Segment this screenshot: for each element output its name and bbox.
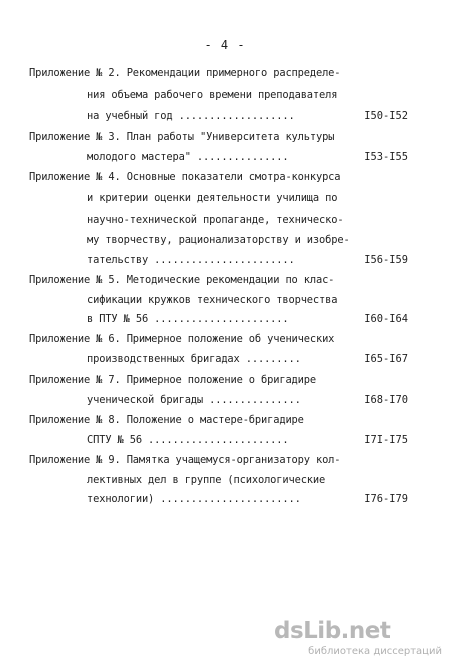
- toc-entry-line: ученической бригады ...............: [87, 394, 301, 406]
- toc-entry-line: му творчеству, рационализаторству и изобре-: [87, 234, 350, 246]
- toc-entry-pages: I56-I59: [364, 254, 408, 266]
- toc-entry-line: СПТУ № 56 .......................: [87, 434, 289, 446]
- toc-entry-line: Приложение № 2. Рекомендации примерного распределе-: [29, 67, 341, 79]
- toc-entry-line: тательству .......................: [87, 254, 295, 266]
- page-number: - 4 -: [204, 38, 246, 52]
- toc-entry-pages: I68-I70: [364, 394, 408, 406]
- toc-entry-pages: I76-I79: [364, 493, 408, 505]
- toc-entry-line: Приложение № 7. Примерное положение о бригадире: [29, 374, 316, 386]
- toc-entry-pages: I7I-I75: [364, 434, 408, 446]
- toc-entry-line: ния объема рабочего времени преподавателя: [87, 89, 338, 101]
- toc-entry-pages: I50-I52: [364, 110, 408, 122]
- toc-entry-line: молодого мастера" ...............: [87, 151, 289, 163]
- toc-entry-line: на учебный год ...................: [87, 110, 295, 122]
- toc-entry-line: Приложение № 9. Памятка учащемуся-организатору кол-: [29, 454, 341, 466]
- watermark-subtitle: библиотека диссертаций: [308, 646, 442, 657]
- toc-entry-line: Приложение № 3. План работы "Университета культуры: [29, 131, 335, 143]
- toc-entry-line: Приложение № 5. Методические рекомендации по клас-: [29, 274, 335, 286]
- toc-entry-line: Приложение № 6. Примерное положение об ученических: [29, 333, 335, 345]
- toc-entry-line: Приложение № 4. Основные показатели смотра-конкурса: [29, 171, 341, 183]
- toc-entry-line: научно-технической пропаганде, техническо-: [87, 214, 344, 226]
- toc-entry-line: сификации кружков технического творчества: [87, 294, 338, 306]
- toc-entry-line: Приложение № 8. Положение о мастере-бригадире: [29, 414, 304, 426]
- toc-entry-line: лективных дел в группе (психологические: [87, 474, 326, 486]
- toc-entry-line: в ПТУ № 56 ......................: [87, 313, 289, 325]
- toc-entry-line: технологии) .......................: [87, 493, 301, 505]
- toc-entry-pages: I53-I55: [364, 151, 408, 163]
- toc-entry-line: и критерии оценки деятельности училища по: [87, 192, 338, 204]
- watermark-logo: dsLib.net: [274, 618, 391, 644]
- watermark: [262, 614, 442, 660]
- toc-entry-pages: I65-I67: [364, 353, 408, 365]
- toc-entry-pages: I60-I64: [364, 313, 408, 325]
- toc-entry-line: производственных бригадах .........: [87, 353, 301, 365]
